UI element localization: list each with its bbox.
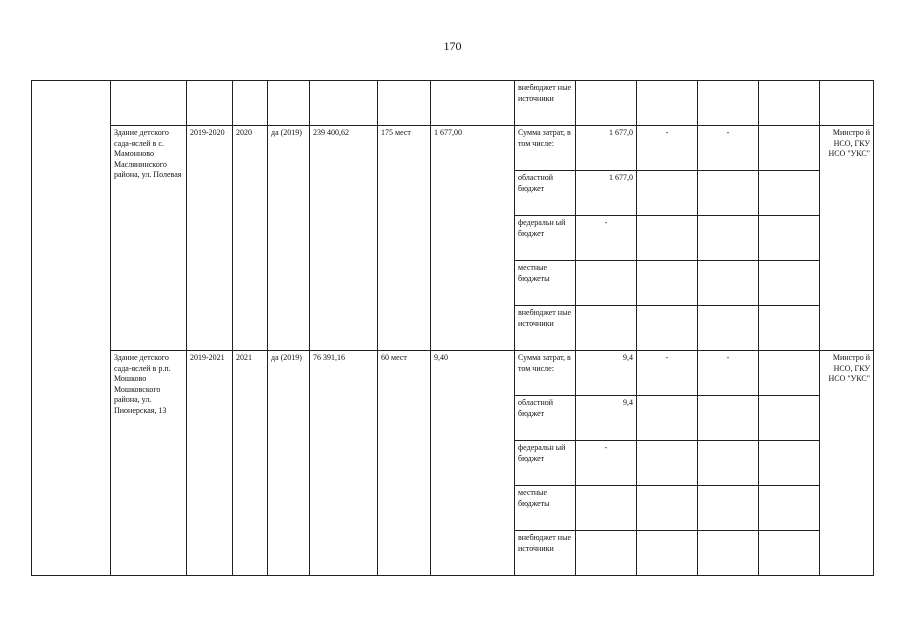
object-name: Здание детского сада-яслей в с. Мамонново Маслянинского района, ул. Полевая <box>111 126 187 351</box>
source-label: областной бюджет <box>515 396 576 441</box>
object-years: 2019-2020 <box>187 126 233 351</box>
value-cell: 1 677,0 <box>576 171 637 216</box>
value-cell <box>637 171 698 216</box>
table-cell <box>378 81 431 126</box>
value-cell: - <box>698 126 759 171</box>
value-cell <box>698 396 759 441</box>
source-label: внебюджет ные источники <box>515 531 576 576</box>
value-cell <box>637 306 698 351</box>
value-cell: - <box>637 126 698 171</box>
value-cell <box>698 171 759 216</box>
page-number: 170 <box>443 39 462 53</box>
value-cell <box>698 216 759 261</box>
value-cell <box>698 306 759 351</box>
value-cell <box>698 441 759 486</box>
table-cell <box>759 126 820 171</box>
object-name: Здание детского сада-яслей в р.п. Мошково Мошковского района, ул. Пионерская, 13 <box>111 351 187 576</box>
value-cell: - <box>637 351 698 396</box>
source-label: областной бюджет <box>515 171 576 216</box>
table-row <box>32 81 874 126</box>
source-label: местные бюджеты <box>515 261 576 306</box>
object-completion: 2020 <box>233 126 268 351</box>
table-cell <box>759 216 820 261</box>
source-label: Сумма затрат, в том числе: <box>515 351 576 396</box>
table-cell <box>268 81 310 126</box>
value-cell <box>637 531 698 576</box>
value-cell <box>698 261 759 306</box>
table-cell <box>759 261 820 306</box>
table-cell <box>637 81 698 126</box>
value-cell <box>637 441 698 486</box>
source-label: местные бюджеты <box>515 486 576 531</box>
source-label: внебюджет ные источники <box>515 306 576 351</box>
object-responsible: Минстро й НСО, ГКУ НСО "УКС" <box>820 126 874 351</box>
table-cell <box>759 306 820 351</box>
object-amount: 1 677,00 <box>431 126 515 351</box>
table-cell <box>759 441 820 486</box>
value-cell: - <box>576 441 637 486</box>
table-cell <box>820 81 874 126</box>
object-capacity: 175 мест <box>378 126 431 351</box>
value-cell <box>637 396 698 441</box>
value-cell: 1 677,0 <box>576 126 637 171</box>
object-amount: 9,40 <box>431 351 515 576</box>
table-cell <box>759 171 820 216</box>
table-cell <box>111 81 187 126</box>
value-cell <box>698 486 759 531</box>
object-capacity: 60 мест <box>378 351 431 576</box>
value-cell: - <box>576 216 637 261</box>
table-cell <box>310 81 378 126</box>
object-project: да (2019) <box>268 351 310 576</box>
value-cell: - <box>698 351 759 396</box>
source-label: федеральн ый бюджет <box>515 216 576 261</box>
value-cell: 9,4 <box>576 351 637 396</box>
object-responsible: Минстро й НСО, ГКУ НСО "УКС" <box>820 351 874 576</box>
value-cell <box>576 486 637 531</box>
object-project: да (2019) <box>268 126 310 351</box>
value-cell <box>637 261 698 306</box>
value-cell <box>698 531 759 576</box>
object-completion: 2021 <box>233 351 268 576</box>
value-cell: 9,4 <box>576 396 637 441</box>
table-row <box>32 351 874 396</box>
value-cell <box>576 531 637 576</box>
table-cell <box>759 351 820 396</box>
value-cell <box>637 216 698 261</box>
group-cell <box>32 81 111 576</box>
value-cell <box>576 306 637 351</box>
source-label: федеральн ый бюджет <box>515 441 576 486</box>
value-cell <box>576 261 637 306</box>
table-cell <box>576 81 637 126</box>
table-cell <box>759 486 820 531</box>
table-cell <box>233 81 268 126</box>
object-cost: 239 400,62 <box>310 126 378 351</box>
table-cell <box>759 396 820 441</box>
source-label: внебюджет ные источники <box>515 81 576 126</box>
value-cell <box>637 486 698 531</box>
table-cell <box>759 81 820 126</box>
object-years: 2019-2021 <box>187 351 233 576</box>
investment-table <box>31 80 874 576</box>
table-cell <box>187 81 233 126</box>
table-row <box>32 126 874 171</box>
source-label: Сумма затрат, в том числе: <box>515 126 576 171</box>
object-cost: 76 391,16 <box>310 351 378 576</box>
table-cell <box>759 531 820 576</box>
table-cell <box>698 81 759 126</box>
table-cell <box>431 81 515 126</box>
